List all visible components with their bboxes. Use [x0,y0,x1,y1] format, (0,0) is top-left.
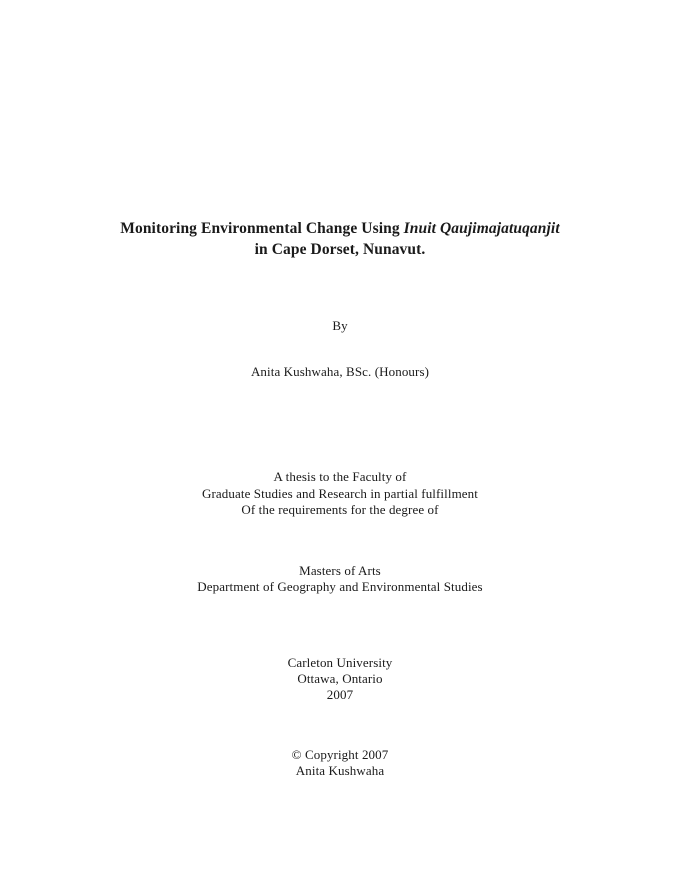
university-location: Ottawa, Ontario [297,671,383,686]
department-name: Department of Geography and Environmental Studies [197,579,483,594]
by-label: By [332,318,348,333]
thesis-statement-line-1: A thesis to the Faculty of [273,469,407,484]
thesis-title-line-1 [0,219,680,239]
thesis-title-italic: Inuit Qaujimajatuqanjit [403,220,560,237]
thesis-statement-line-3: Of the requirements for the degree of [241,502,439,517]
thesis-title-prefix: Monitoring Environmental Change Using [120,220,404,237]
author-line: Anita Kushwaha, BSc. (Honours) [250,364,430,379]
thesis-year: 2007 [326,687,354,702]
thesis-statement-line-2: Graduate Studies and Research in partial fulfillment [202,486,478,501]
copyright-holder: Anita Kushwaha [295,763,385,778]
thesis-title-line-2: in Cape Dorset, Nunavut. [254,241,426,258]
degree-name: Masters of Arts [299,563,381,578]
university-name: Carleton University [287,655,393,670]
copyright-notice: © Copyright 2007 [291,747,389,762]
